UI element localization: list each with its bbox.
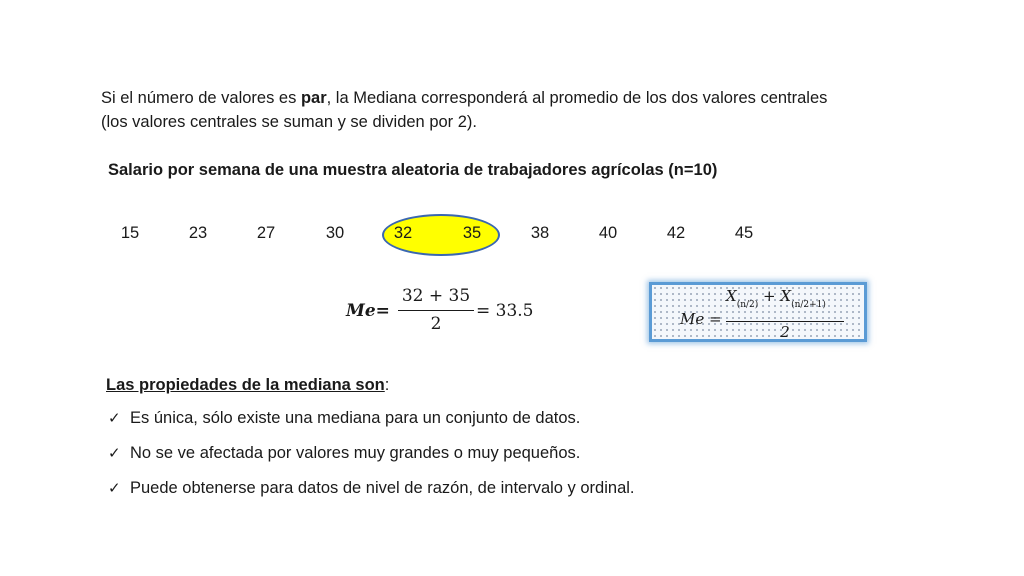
formula-denominator: 2 <box>780 323 790 341</box>
property-item <box>108 409 580 428</box>
formula-fraction-bar <box>726 321 844 322</box>
property-text: Puede obtenerse para datos de nivel de razón, de intervalo y ordinal. <box>130 479 635 497</box>
median-label: 𝑴𝒆= <box>346 301 390 321</box>
property-item <box>108 479 635 498</box>
value-item: 27 <box>256 224 276 242</box>
median-numerator: 32 + 35 <box>401 286 471 306</box>
median-denominator: 2 <box>430 314 442 334</box>
value-item: 45 <box>734 224 754 242</box>
sample-title: Salario por semana de una muestra aleatoria de trabajadores agrícolas (n=10) <box>108 161 718 179</box>
median-formula-box <box>649 282 867 342</box>
properties-title: Las propiedades de la mediana son: <box>106 376 390 394</box>
formula-lhs: Me = <box>680 310 722 328</box>
value-item: 42 <box>666 224 686 242</box>
intro-text-pre: Si el número de valores es <box>101 89 301 107</box>
intro-bold-word: par <box>300 89 327 107</box>
value-item: 30 <box>325 224 345 242</box>
value-item: 23 <box>188 224 208 242</box>
formula-numerator: $X_{(n/2)} + X_{(n/2+1)}$ <box>726 287 826 310</box>
median-result: = 33.5 <box>476 301 534 321</box>
intro-paragraph <box>101 86 901 134</box>
intro-text-post: , la Mediana corresponderá al promedio de los dos valores centrales <box>326 89 828 107</box>
checkmark-icon: ✓ <box>108 409 121 427</box>
checkmark-icon: ✓ <box>108 479 121 497</box>
value-item: 40 <box>598 224 618 242</box>
intro-line-2: (los valores centrales se suman y se dividen por 2). <box>101 113 478 131</box>
property-item <box>108 444 580 463</box>
property-text: Es única, sólo existe una mediana para un conjunto de datos. <box>130 409 581 427</box>
value-item-central: 35 <box>462 224 482 242</box>
checkmark-icon: ✓ <box>108 444 121 462</box>
value-item: 38 <box>530 224 550 242</box>
fraction-bar <box>398 310 474 311</box>
property-text: No se ve afectada por valores muy grandes o muy pequeños. <box>130 444 581 462</box>
value-item-central: 32 <box>393 224 413 242</box>
value-item: 15 <box>120 224 140 242</box>
intro-line-1 <box>101 86 901 110</box>
values-row <box>0 224 1024 248</box>
